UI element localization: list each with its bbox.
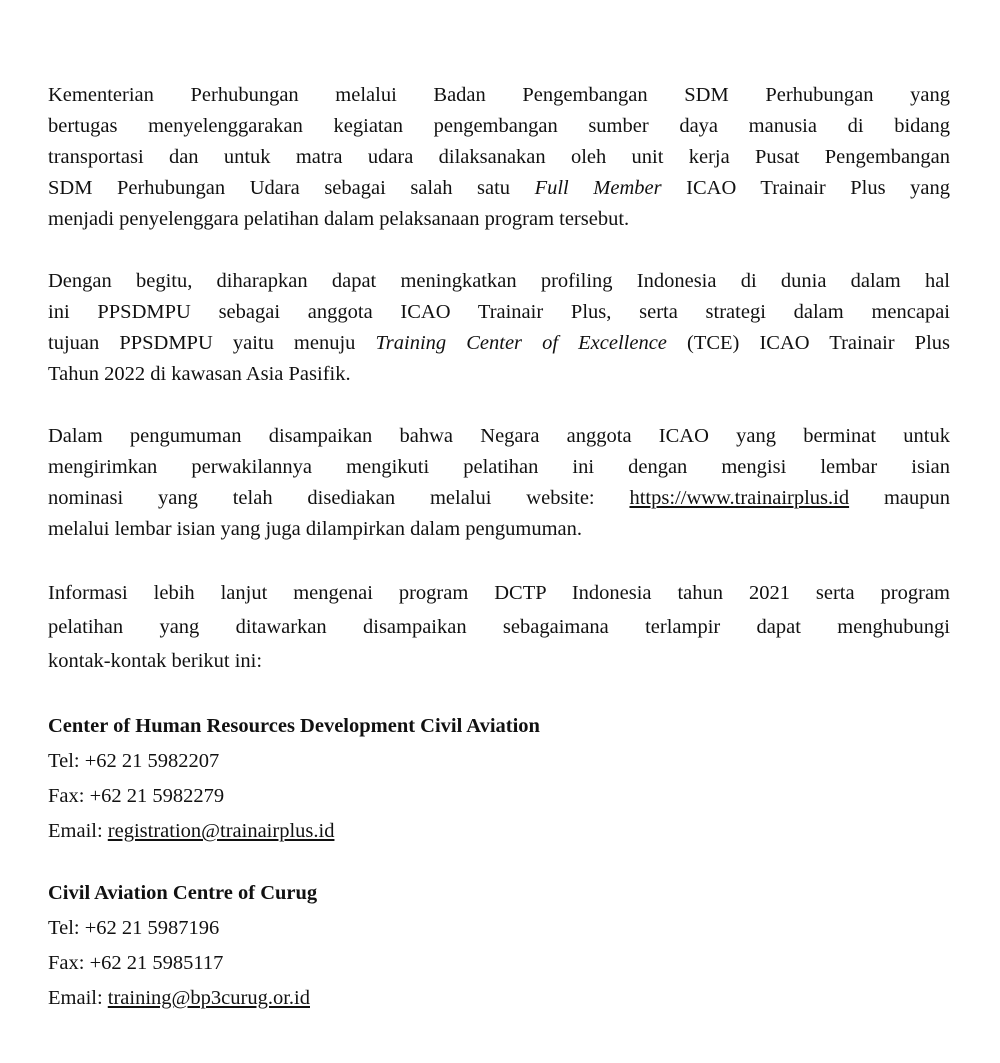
text-segment: mengirimkan perwakilannya mengikuti pelatihan ini dengan mengisi lembar isian [48,456,950,478]
contact-tel: Tel: +62 21 5987196 [48,917,220,939]
text-line [48,452,950,483]
text-line [48,111,950,142]
text-segment: nominasi yang telah disediakan melalui website: [48,487,630,509]
email-link[interactable]: training@bp3curug.or.id [107,987,310,1009]
text-segment: ini PPSDMPU sebagai anggota ICAO Trainair Plus, serta strategi dalam mencapai [48,301,950,323]
text-line [48,297,950,328]
text-segment: menjadi penyelenggara pelatihan dalam pelaksanaan program tersebut. [48,208,630,230]
text-segment: ICAO Trainair Plus yang [661,177,950,199]
email-label: Email: [48,987,108,1009]
text-segment: tujuan PPSDMPU yaitu menuju [48,332,376,354]
paragraph [48,80,950,235]
text-segment: maupun [849,487,950,509]
text-segment: Dengan begitu, diharapkan dapat meningkatkan profiling Indonesia di dunia dalam hal [48,270,950,292]
contact-block-2 [48,876,950,1016]
text-segment: transportasi dan untuk matra udara dilaksanakan oleh unit kerja Pusat Pengembangan [48,146,950,168]
contact-email-row [48,814,950,849]
text-segment: Dalam pengumuman disampaikan bahwa Negara anggota ICAO yang berminat untuk [48,425,950,447]
contact-fax: Fax: +62 21 5982279 [48,785,225,807]
text-segment: bertugas menyelenggarakan kegiatan pengembangan sumber daya manusia di bidang [48,115,950,137]
paragraph [48,576,950,678]
text-line [48,483,950,514]
paragraph [48,266,950,390]
text-line [48,359,950,390]
text-line [48,266,950,297]
text-segment: Informasi lebih lanjut mengenai program DCTP Indonesia tahun 2021 serta program [48,582,950,604]
paragraphs [48,80,950,678]
contact-name: Civil Aviation Centre of Curug [48,882,318,904]
text-line [48,610,950,644]
text-segment: Tahun 2022 di kawasan Asia Pasifik. [48,363,351,385]
text-line [48,328,950,359]
text-segment: pelatihan yang ditawarkan disampaikan sebagaimana terlampir dapat menghubungi [48,616,950,638]
text-line [48,80,950,111]
paragraph [48,421,950,545]
text-line [48,204,950,235]
contact-name: Center of Human Resources Development Civil Aviation [48,715,540,737]
text-segment: kontak-kontak berikut ini: [48,650,263,672]
website-link[interactable]: https://www.trainairplus.id [629,487,850,509]
contact-fax: Fax: +62 21 5985117 [48,952,224,974]
contact-block-1 [48,709,950,849]
text-segment: SDM Perhubungan Udara sebagai salah satu [48,177,535,199]
contact-tel: Tel: +62 21 5982207 [48,750,220,772]
email-link[interactable]: registration@trainairplus.id [107,820,335,842]
text-line [48,421,950,452]
text-segment: Training Center of Excellence [375,332,667,354]
text-line [48,514,950,545]
text-segment: melalui lembar isian yang juga dilampirkan dalam pengumuman. [48,518,582,540]
text-line [48,644,950,678]
text-segment: Full Member [534,177,662,199]
text-line [48,142,950,173]
text-line [48,173,950,204]
text-segment: (TCE) ICAO Trainair Plus [666,332,950,354]
text-segment: Kementerian Perhubungan melalui Badan Pengembangan SDM Perhubungan yang [48,84,950,106]
document-body [48,80,950,1016]
text-line [48,576,950,610]
email-label: Email: [48,820,108,842]
contact-email-row [48,981,950,1016]
